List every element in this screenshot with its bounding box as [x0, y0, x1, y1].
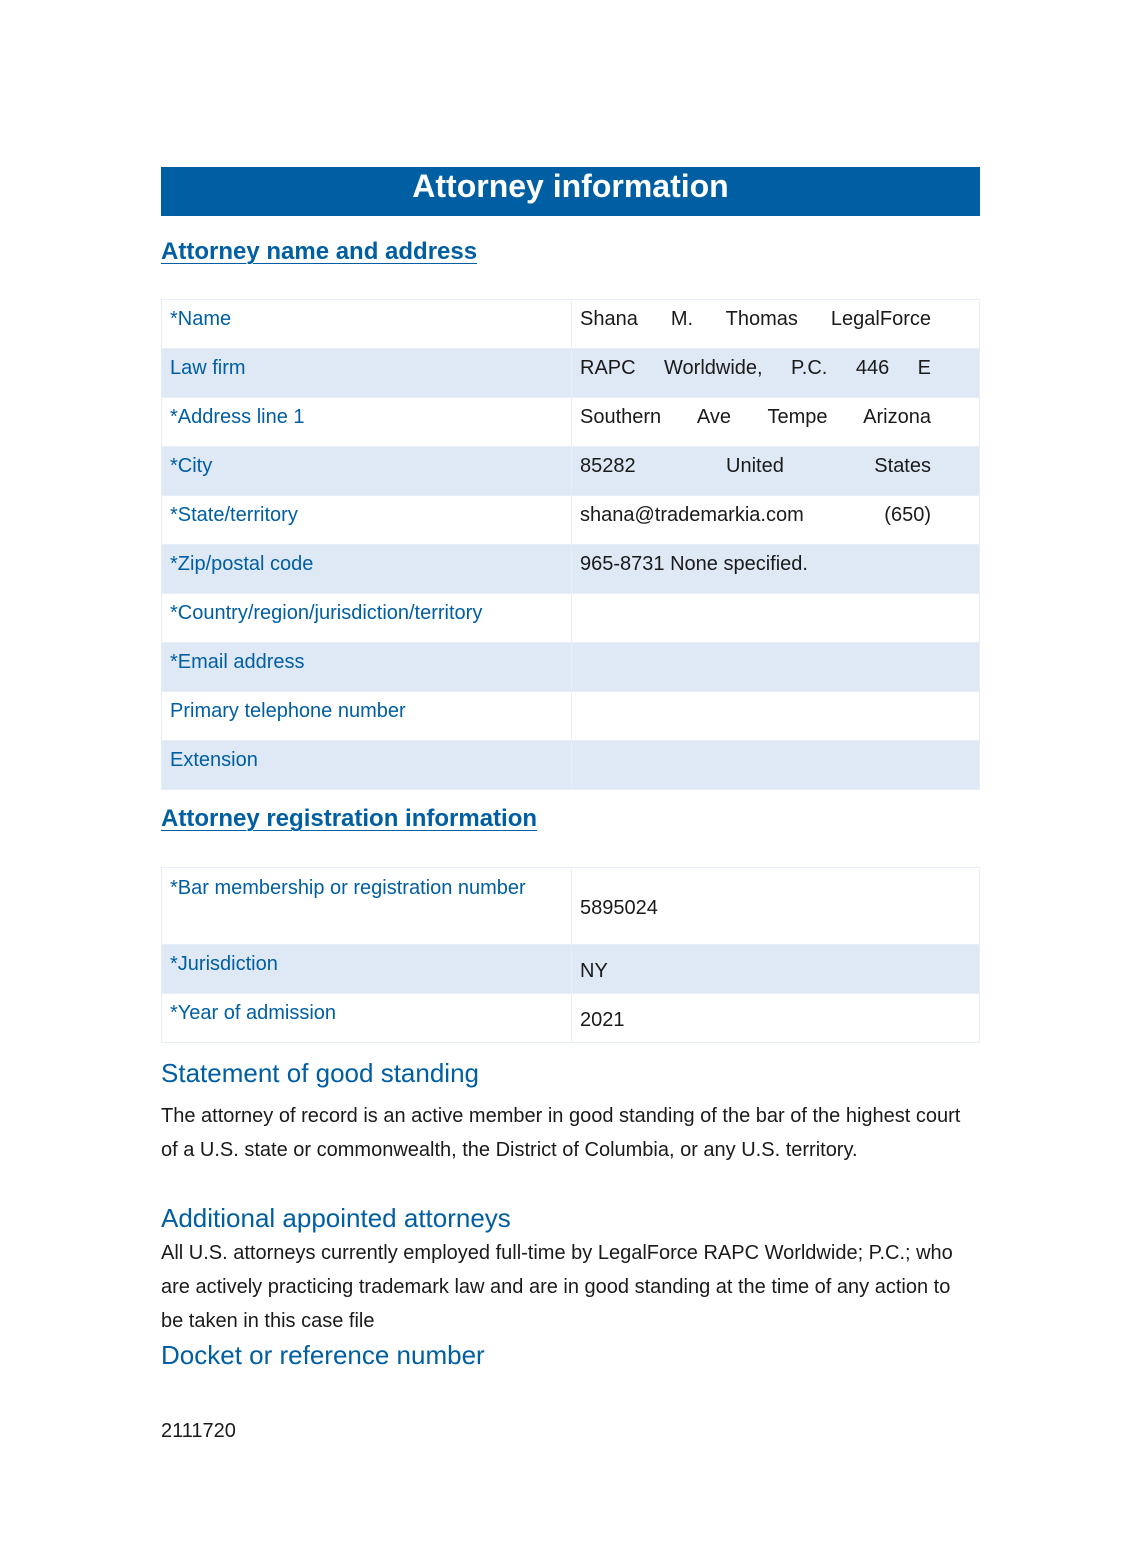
field-label: *City	[162, 447, 572, 496]
additional-attorneys-heading: Additional appointed attorneys	[161, 1203, 511, 1233]
table-row	[162, 868, 980, 945]
field-label: *Address line 1	[162, 398, 572, 447]
table-row	[162, 594, 980, 643]
page-title-banner: Attorney information	[161, 167, 980, 216]
field-label: Primary telephone number	[162, 692, 572, 741]
field-value: shana@trademarkia.com (650)	[572, 496, 980, 545]
field-label: *State/territory	[162, 496, 572, 545]
docket-heading: Docket or reference number	[161, 1340, 485, 1370]
field-value: 2021	[572, 994, 980, 1043]
field-label: *Jurisdiction	[162, 945, 572, 994]
field-label: *Zip/postal code	[162, 545, 572, 594]
field-value: 5895024	[572, 868, 980, 945]
field-value: Southern Ave Tempe Arizona	[572, 398, 980, 447]
table-row	[162, 994, 980, 1043]
table-row	[162, 496, 980, 545]
field-value	[572, 594, 980, 643]
field-value: NY	[572, 945, 980, 994]
docket-number: 2111720	[161, 1420, 236, 1442]
table-row	[162, 545, 980, 594]
field-value	[572, 741, 980, 790]
table-row	[162, 643, 980, 692]
section-title-name-address: Attorney name and address	[161, 238, 478, 265]
field-label: Extension	[162, 741, 572, 790]
field-value: 85282 United States	[572, 447, 980, 496]
field-value: Shana M. Thomas LegalForce	[572, 300, 980, 349]
field-value: 965-8731 None specified.	[572, 545, 980, 594]
good-standing-heading: Statement of good standing	[161, 1058, 480, 1088]
additional-attorneys-text: All U.S. attorneys currently employed full-time by LegalForce RAPC Worldwide; P.C.; who are actively practicing trademark law and are in good standing at the time of any action to be taken in this case file	[161, 1242, 953, 1332]
table-row	[162, 398, 980, 447]
field-label: *Email address	[162, 643, 572, 692]
table-row	[162, 692, 980, 741]
name-address-table	[161, 299, 980, 790]
section-title-registration: Attorney registration information	[161, 805, 538, 832]
field-value: RAPC Worldwide, P.C. 446 E	[572, 349, 980, 398]
registration-table	[161, 867, 980, 1043]
field-label: *Name	[162, 300, 572, 349]
table-row	[162, 447, 980, 496]
table-row	[162, 300, 980, 349]
field-value	[572, 692, 980, 741]
field-label: *Year of admission	[162, 994, 572, 1043]
table-row	[162, 349, 980, 398]
field-label: Law firm	[162, 349, 572, 398]
field-value	[572, 643, 980, 692]
table-row	[162, 945, 980, 994]
table-row	[162, 741, 980, 790]
good-standing-text: The attorney of record is an active member in good standing of the bar of the highest court of a U.S. state or commonwealth, the District of Columbia, or any U.S. territory.	[161, 1105, 961, 1161]
field-label: *Country/region/jurisdiction/territory	[162, 594, 572, 643]
field-label: *Bar membership or registration number	[162, 868, 572, 945]
